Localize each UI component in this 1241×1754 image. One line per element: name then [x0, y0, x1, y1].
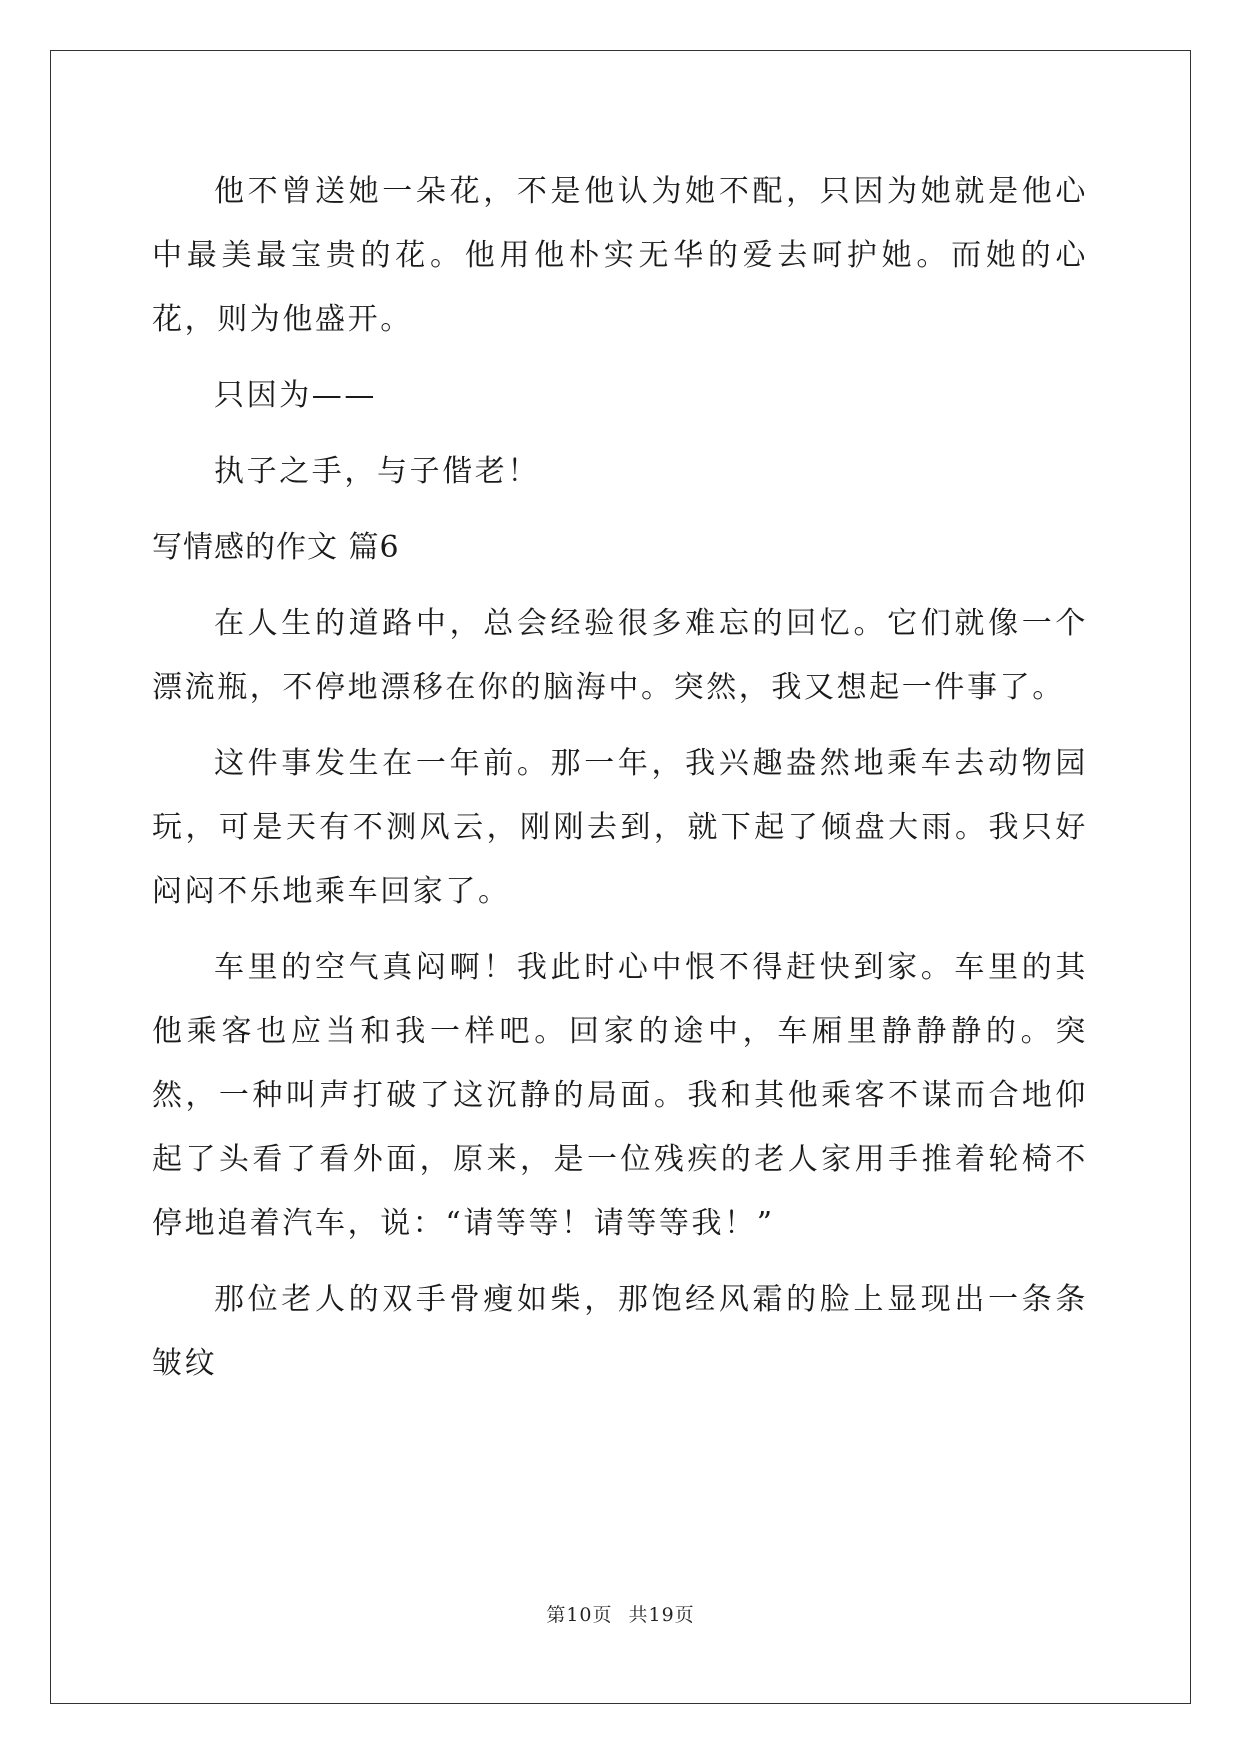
- page-number-current: 第10页: [546, 1604, 613, 1626]
- paragraph: 只因为——: [214, 378, 377, 413]
- page-footer: [0, 1600, 1241, 1627]
- paragraph: 他不曾送她一朵花，不是他认为她不配，只因为她就是他心中最美最宝贵的花。他用他朴实无华的爱去呵护她。而她的心花，则为他盛开。: [152, 174, 1088, 337]
- page-number-total: 共19页: [628, 1604, 695, 1626]
- document-body: [152, 160, 1088, 1408]
- section-heading: 写情感的作文 篇6: [152, 530, 400, 565]
- paragraph: 那位老人的双手骨瘦如柴，那饱经风霜的脸上显现出一条条皱纹: [152, 1282, 1088, 1381]
- paragraph: 执子之手，与子偕老！: [214, 454, 540, 489]
- paragraph: 车里的空气真闷啊！我此时心中恨不得赶快到家。车里的其他乘客也应当和我一样吧。回家的途中，车厢里静静静的。突然，一种叫声打破了这沉静的局面。我和其他乘客不谋而合地仰起了头看了看外面，原来，是一位残疾的老人家用手推着轮椅不停地追着汽车，说：“请等等！请等等我！”: [152, 950, 1088, 1241]
- paragraph: 在人生的道路中，总会经验很多难忘的回忆。它们就像一个漂流瓶，不停地漂移在你的脑海中。突然，我又想起一件事了。: [152, 606, 1088, 705]
- paragraph: 这件事发生在一年前。那一年，我兴趣盎然地乘车去动物园玩，可是天有不测风云，刚刚去到，就下起了倾盘大雨。我只好闷闷不乐地乘车回家了。: [152, 746, 1088, 909]
